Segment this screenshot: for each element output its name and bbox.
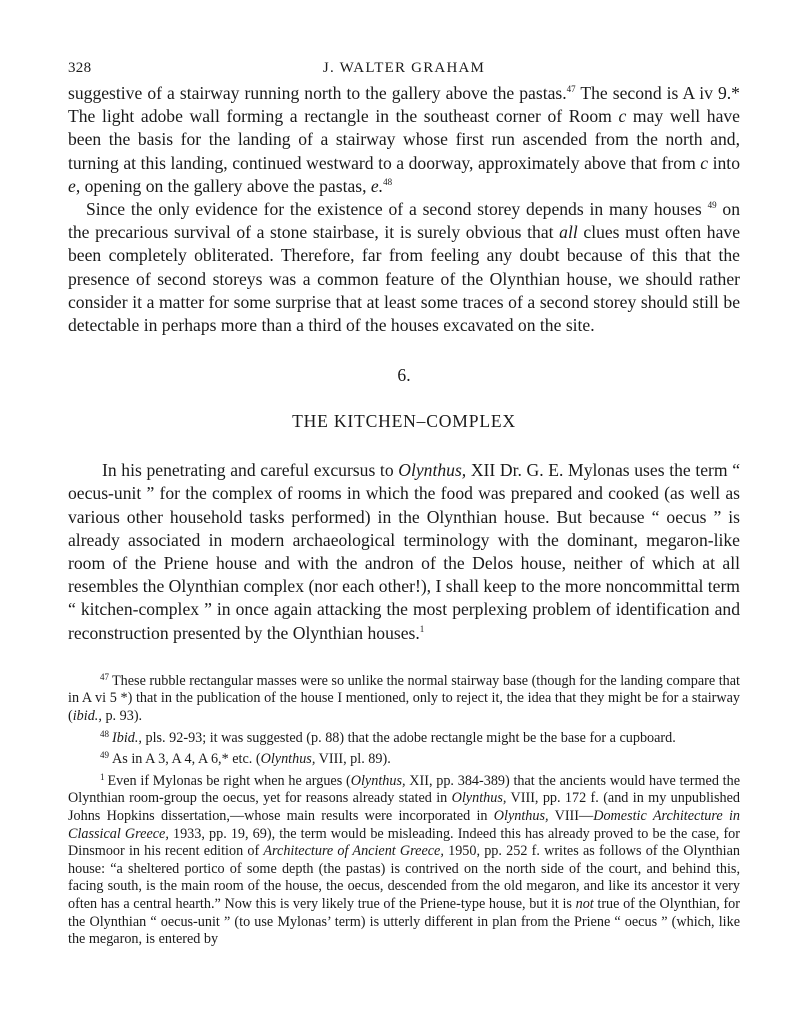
text-run: into: [708, 152, 740, 173]
body-paragraph: [68, 459, 740, 645]
running-title: J. WALTER GRAHAM: [322, 60, 486, 76]
text-run: suggestive of a stairway running north to the gallery above the pastas.: [68, 83, 567, 103]
footnote-ref: 47: [566, 84, 576, 94]
text-run: As in A 3, A 4, A 6,* etc. (: [112, 751, 261, 768]
footnote: [68, 747, 740, 769]
body-paragraph: [68, 82, 740, 198]
footnotes: [68, 669, 740, 949]
footnote-ref: 49: [707, 200, 717, 211]
text-run: The second is A iv 9.* The light adobe wall forming a rectangle in the southeast corner of Room: [68, 83, 740, 127]
section-title: THE KITCHEN–COMPLEX: [292, 411, 516, 432]
text-run: XII, pp. 384-389) that the ancients would have termed the Olynthian room-group the oecus, yet for reasons already stated in: [68, 772, 740, 807]
footnote-ref: 48: [383, 176, 393, 187]
text-run: true of the Olynthian, for the Olynthian “ oecus-unit ” (to use Mylonas’ term) is utterly different in plan from the Priene “ oecus ” (which, like the megaron, is entered by: [68, 895, 740, 948]
italic-text: Architecture of Ancient Greece,: [263, 843, 444, 860]
text-run: VIII, pp. 172 f. (and in my unpublished Johns Hopkins dissertation,—whose main results were incorporated in: [68, 790, 741, 825]
text-run: 1950, pp. 252 f. writes as follows of the Olynthian house: “a sheltered portico of some depth (the pastas) is contrived on the north side of the court, and behind this, facing south, is the main room of the house, the oecus, descended from the old megaron, and like its ancestor it very often has a central hearth.” Now this is very likely true of the Priene-type house, but it is: [68, 843, 740, 912]
footnote: [68, 669, 740, 726]
text-run: VIII, pl. 89).: [315, 751, 391, 768]
italic-text: Olynthus,: [260, 751, 316, 768]
text-run: Even if Mylonas be right when he argues (: [107, 772, 351, 789]
section-body: [68, 459, 740, 645]
italic-text: all: [559, 222, 578, 243]
footnote-number: 1: [100, 771, 105, 782]
italic-text: Olynthus,: [398, 460, 467, 481]
footnote: [68, 769, 740, 949]
text-run: Since the only evidence for the existence of a second storey depends in many houses: [86, 199, 708, 220]
footnote-number: 47: [100, 671, 109, 682]
italic-text: c: [618, 106, 627, 127]
italic-text: Olynthus,: [451, 790, 507, 807]
page-number: 328: [68, 60, 92, 76]
text-run: on the precarious survival of a stone stairbase, it is surely obvious that: [68, 199, 740, 243]
text-run: clues must often have been completely obliterated. Therefore, far from feeling any doubt because of this that the presence of second storeys was a common feature of the Olynthian house, we should rather consider it a matter for some surprise that at least some traces of a second storey should still be detectable in perhaps more than a third of the houses excavated on the site.: [68, 222, 740, 336]
running-head: [68, 52, 740, 82]
footnote: [68, 726, 740, 748]
section-number: 6.: [397, 365, 411, 386]
footnote-number: 49: [100, 750, 109, 761]
text-run: pls. 92-93; it was suggested (p. 88) that the adobe rectangle might be the base for a cupboard.: [141, 729, 676, 746]
italic-text: c: [700, 152, 709, 173]
italic-text: ibid.,: [72, 708, 102, 725]
text-run: In his penetrating and careful excursus to: [102, 460, 399, 481]
italic-text: Ibid.,: [112, 729, 142, 746]
footnote-number: 48: [100, 728, 109, 739]
body-paragraph: [68, 198, 740, 337]
text-run: VIII—: [548, 808, 594, 825]
italic-text: Olynthus,: [350, 772, 406, 789]
text-run: XII Dr. G. E. Mylonas uses the term “ oecus-unit ” for the complex of rooms in which the food was prepared and cooked (as well as various other household tasks performed) in the Olynthian house. But because “ oecus ” is already associated in modern archaeological terminology with the dominant, megaron-like room of the Priene house and with the andron of the Delos house, neither of which at all resembles the Olynthian complex (nor each other!), I shall keep to the more noncommittal term “ kitchen-complex ” in once again attacking the most perplexing problem of identification and reconstruction presented by the Olynthian houses.: [68, 460, 741, 643]
text-run: These rubble rectangular masses were so unlike the normal stairway base (though for the landing compare that in A vi 5 *) that in the publication of the house I mentioned, only to reject it, the idea that they might be for a stairway (: [68, 672, 740, 725]
italic-text: Olynthus,: [493, 808, 549, 825]
page: [68, 52, 740, 949]
text-run: may well have been the basis for the landing of a stairway whose first run ascended from the north and, turning at this landing, continued westward to a doorway, approximately above that from: [68, 106, 740, 173]
footnote-ref: 1: [419, 623, 425, 634]
italic-text: not: [575, 895, 594, 912]
italic-text: e: [68, 175, 76, 196]
italic-text: e.: [370, 175, 384, 196]
italic-text: Domestic Architecture in Classical Greece,: [68, 808, 740, 842]
text-run: , opening on the gallery above the pastas,: [75, 175, 371, 196]
text-run: 1933, pp. 19, 69), the term would be misleading. Indeed this has already proved to be the case, for Dinsmoor in his recent edition of: [68, 825, 740, 860]
body-text: [68, 82, 740, 337]
text-run: p. 93).: [101, 708, 143, 725]
